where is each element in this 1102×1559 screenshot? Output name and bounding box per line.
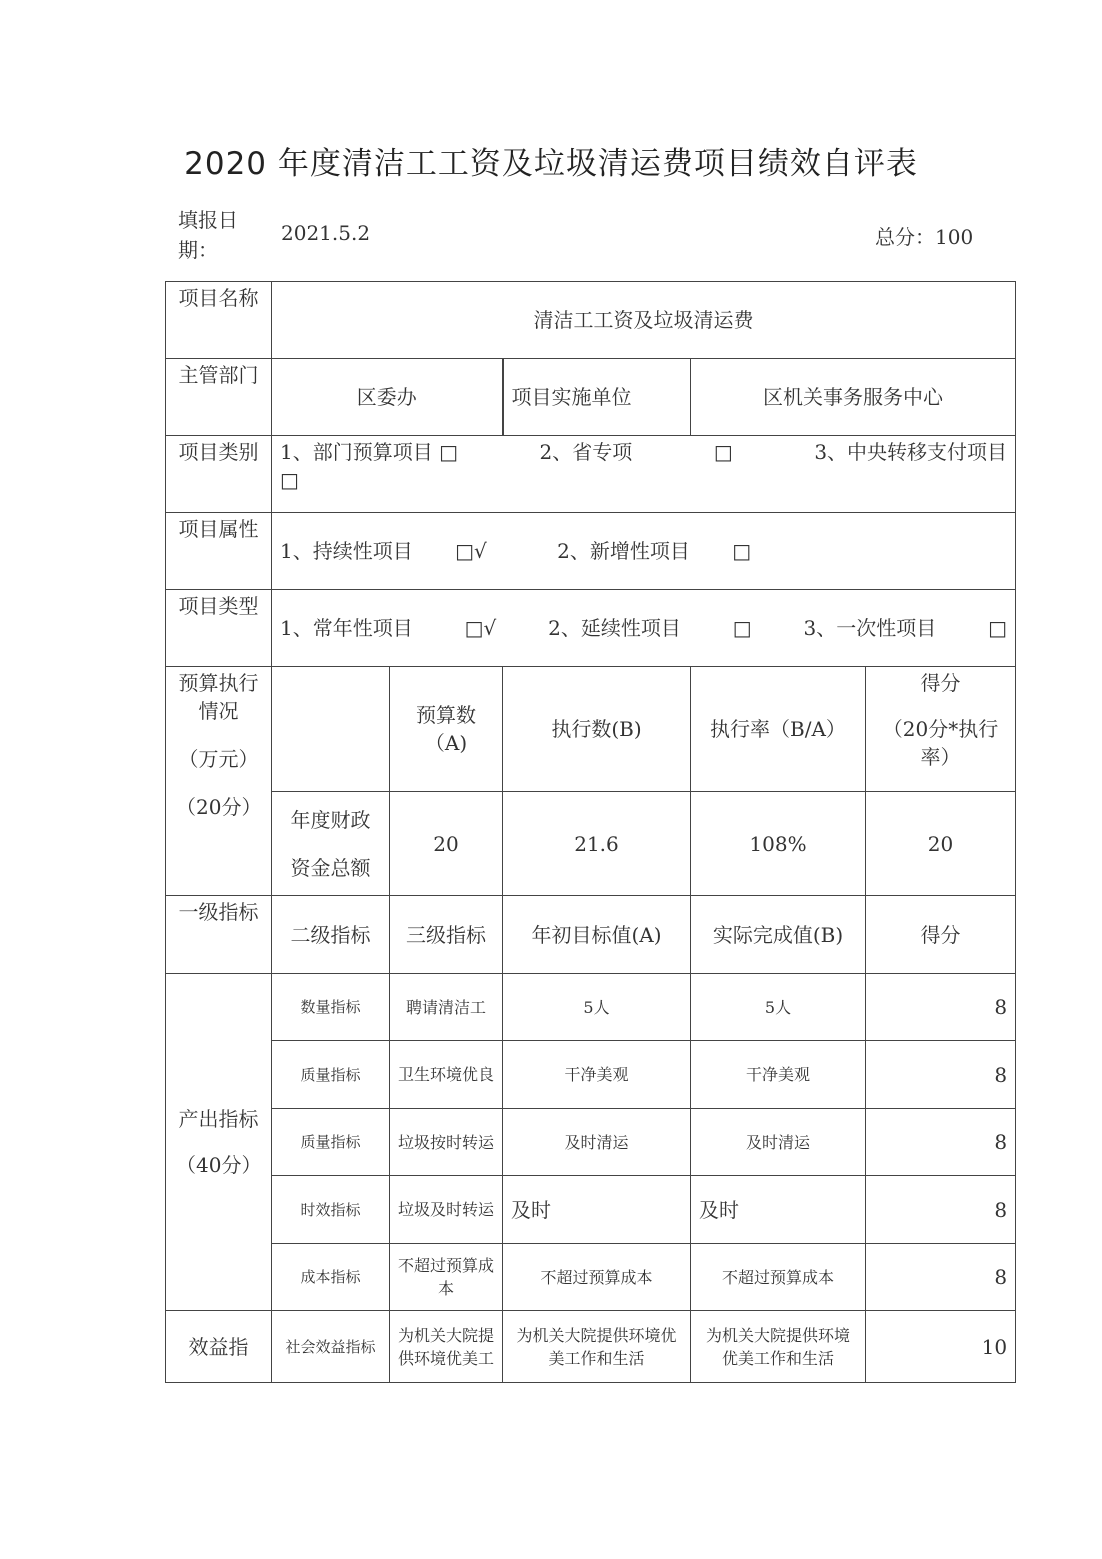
budget-score-value: 20 (866, 792, 1016, 896)
budget-value-row (166, 792, 1016, 896)
indicator-level1-header: 一级指标 (166, 896, 272, 974)
indicator-actual-header: 实际完成值(B) (691, 896, 866, 974)
output-level3: 聘请清洁工 (390, 974, 503, 1041)
category-row (166, 436, 1016, 513)
indicator-level2-header: 二级指标 (272, 896, 390, 974)
budget-label: 预算执行情况 (178, 671, 259, 723)
dept-row (166, 359, 1016, 436)
category-option-3-box: □ (280, 468, 299, 492)
type-option-2: 2、延续性项目 (548, 616, 681, 640)
type-row (166, 590, 1016, 667)
output-score: 8 (866, 1176, 1016, 1244)
output-level2: 成本指标 (272, 1244, 390, 1311)
benefit-level3: 为机关大院提供环境优美工 (390, 1311, 503, 1383)
benefit-label: 效益指 (166, 1311, 272, 1383)
budget-row-label-2: 资金总额 (290, 855, 371, 880)
output-level2: 质量指标 (272, 1041, 390, 1109)
indicator-header-row (166, 896, 1016, 974)
output-label-cell (166, 974, 272, 1311)
output-actual: 及时 (691, 1176, 866, 1244)
project-name-row (166, 282, 1016, 359)
output-level3: 卫生环境优良 (390, 1041, 503, 1109)
dept-label: 主管部门 (166, 359, 272, 436)
output-level3: 不超过预算成本 (390, 1244, 503, 1311)
budget-label-cell (166, 667, 272, 896)
budget-header-row (166, 667, 1016, 792)
output-target: 5人 (503, 974, 691, 1041)
output-level2: 质量指标 (272, 1109, 390, 1176)
output-row (166, 1176, 1016, 1244)
category-option-1: 1、部门预算项目 □ (280, 440, 458, 464)
attribute-options (272, 513, 1016, 590)
type-label: 项目类型 (166, 590, 272, 667)
budget-col-exec: 执行数(B) (503, 667, 691, 792)
attribute-label: 项目属性 (166, 513, 272, 590)
budget-value: 20 (390, 792, 503, 896)
benefit-row (166, 1311, 1016, 1383)
type-option-1-box: □√ (464, 616, 497, 640)
output-label: 产出指标 (178, 1107, 259, 1131)
output-actual: 5人 (691, 974, 866, 1041)
benefit-target: 为机关大院提供环境优美工作和生活 (503, 1311, 691, 1383)
output-points: （40分） (176, 1153, 262, 1177)
output-row (166, 1109, 1016, 1176)
budget-row-label (272, 792, 390, 896)
attribute-option-2: 2、新增性项目 (557, 539, 690, 563)
category-options (272, 436, 1016, 513)
output-row (166, 1041, 1016, 1109)
type-option-2-box: □ (732, 616, 752, 640)
category-option-3: 3、中央转移支付项目 (814, 440, 1008, 464)
output-actual: 干净美观 (691, 1041, 866, 1109)
budget-col-budget: 预算数（A) (390, 667, 503, 792)
benefit-level2: 社会效益指标 (272, 1311, 390, 1383)
fill-date: 2021.5.2 (281, 221, 371, 245)
output-score: 8 (866, 1041, 1016, 1109)
output-level2: 时效指标 (272, 1176, 390, 1244)
output-score: 8 (866, 974, 1016, 1041)
evaluation-table (165, 281, 1016, 1383)
indicator-target-header: 年初目标值(A) (503, 896, 691, 974)
exec-value: 21.6 (503, 792, 691, 896)
attribute-option-1-box: □√ (455, 539, 487, 563)
dept-value: 区委办 (272, 359, 503, 436)
output-score: 8 (866, 1109, 1016, 1176)
output-level3: 垃圾按时转运 (390, 1109, 503, 1176)
fill-date-label: 填报日期： (178, 208, 238, 262)
type-options (272, 590, 1016, 667)
impl-unit-value: 区机关事务服务中心 (691, 359, 1016, 436)
budget-col-score (866, 667, 1016, 792)
output-target: 干净美观 (503, 1041, 691, 1109)
output-row (166, 974, 1016, 1041)
budget-col-score-formula: （20分*执行率） (882, 717, 999, 769)
budget-col-rate: 执行率（B/A） (691, 667, 866, 792)
output-level3: 垃圾及时转运 (390, 1176, 503, 1244)
budget-row-label-1: 年度财政 (290, 807, 371, 832)
rate-value: 108% (691, 792, 866, 896)
output-target: 及时 (503, 1176, 691, 1244)
attribute-row (166, 513, 1016, 590)
category-option-2-box: □ (713, 440, 733, 464)
output-row (166, 1244, 1016, 1311)
benefit-score: 10 (866, 1311, 1016, 1383)
category-option-2: 2、省专项 (539, 440, 633, 464)
budget-unit: （万元） (178, 747, 259, 771)
output-level2: 数量指标 (272, 974, 390, 1041)
attribute-option-1: 1、持续性项目 (280, 539, 413, 563)
budget-blank-cell (272, 667, 390, 792)
output-target: 及时清运 (503, 1109, 691, 1176)
output-actual: 及时清运 (691, 1109, 866, 1176)
type-option-1: 1、常年性项目 (280, 616, 413, 640)
budget-col-score-title: 得分 (920, 671, 961, 695)
project-name-label: 项目名称 (166, 282, 272, 359)
benefit-actual: 为机关大院提供环境优美工作和生活 (691, 1311, 866, 1383)
category-label: 项目类别 (166, 436, 272, 513)
project-name-value: 清洁工工资及垃圾清运费 (272, 282, 1016, 359)
type-option-3-box: □ (988, 616, 1008, 640)
total-score: 总分：100 (875, 225, 974, 249)
output-actual: 不超过预算成本 (691, 1244, 866, 1311)
indicator-score-header: 得分 (866, 896, 1016, 974)
type-option-3: 3、一次性项目 (803, 616, 937, 640)
impl-label: 项目实施单位 (503, 359, 691, 436)
attribute-option-2-box: □ (732, 539, 752, 563)
page-title: 2020 年度清洁工工资及垃圾清运费项目绩效自评表 (184, 146, 918, 182)
budget-points: （20分） (176, 795, 262, 819)
indicator-level3-header: 三级指标 (390, 896, 503, 974)
output-target: 不超过预算成本 (503, 1244, 691, 1311)
output-score: 8 (866, 1244, 1016, 1311)
